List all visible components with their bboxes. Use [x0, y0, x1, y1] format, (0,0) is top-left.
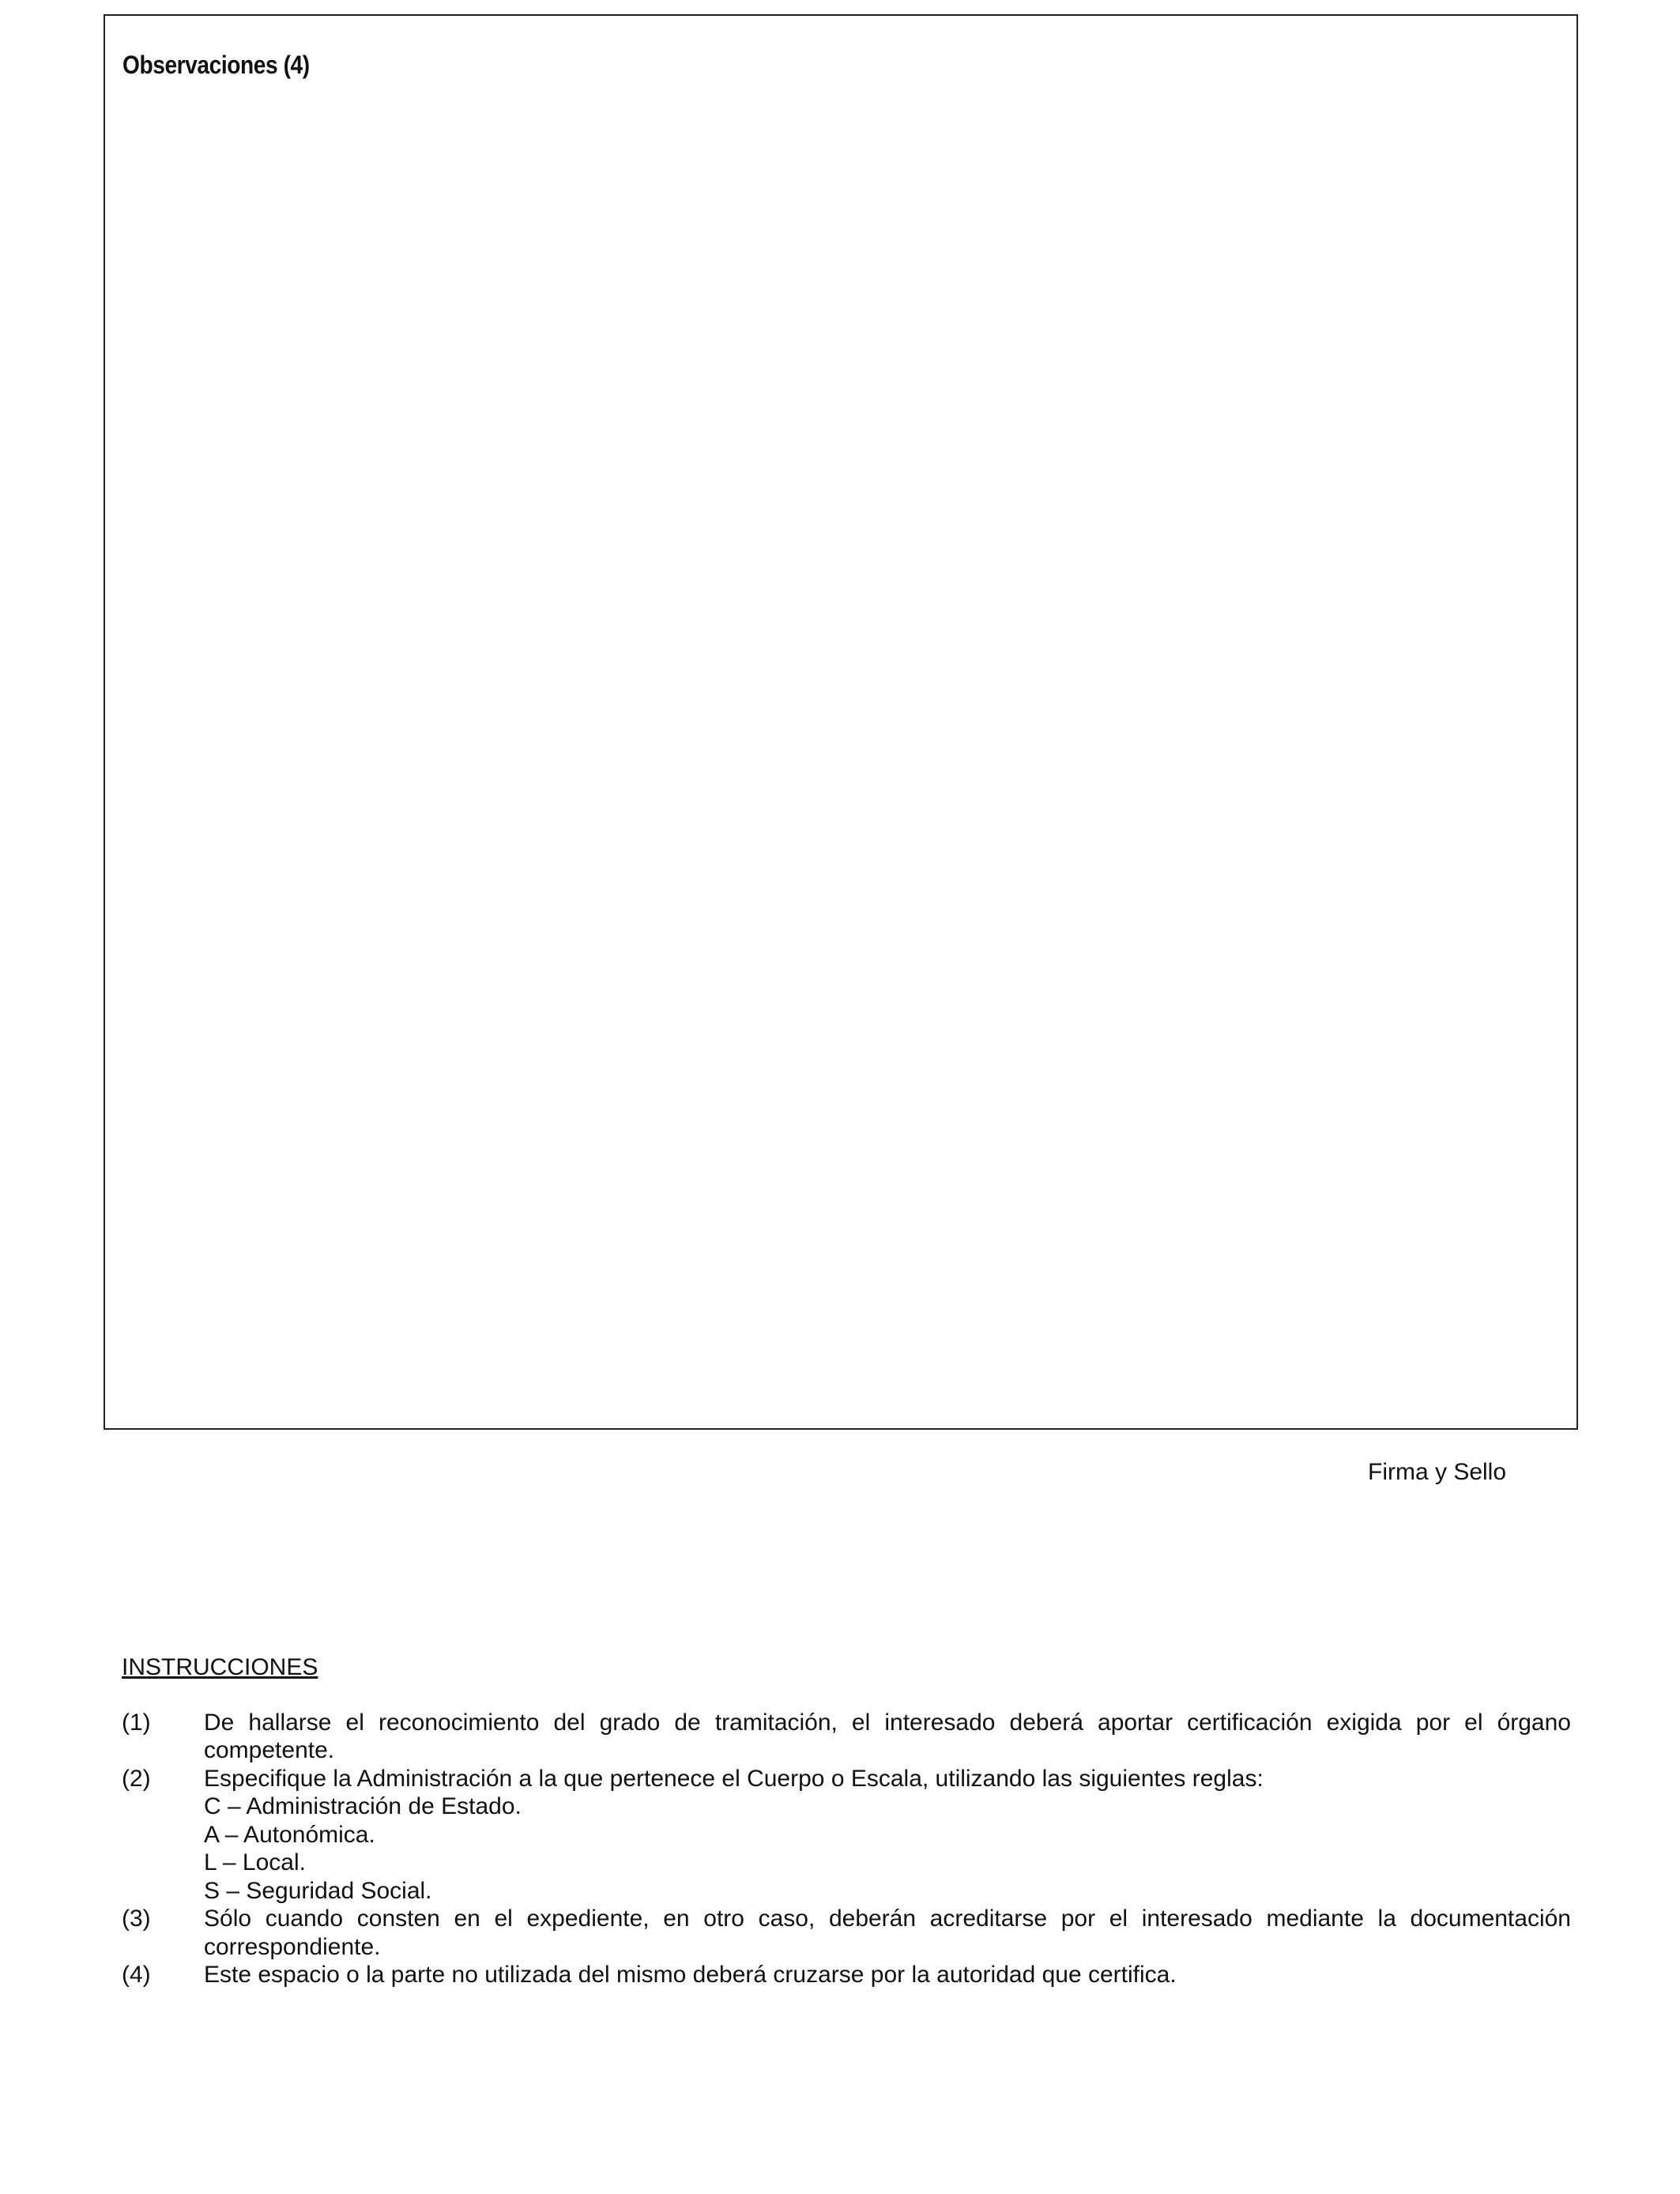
rule-item-l: L – Local.: [204, 1849, 306, 1875]
instructions-heading: INSTRUCCIONES: [122, 1654, 318, 1680]
signature-label: Firma y Sello: [1368, 1459, 1507, 1485]
note-number: (1): [122, 1709, 151, 1736]
note-text: De hallarse el reconocimiento del grado de tramitación, el interesado deberá aportar certificación exigida por el órgano competente.: [204, 1709, 1571, 1763]
rule-item-c: C – Administración de Estado.: [204, 1793, 522, 1819]
rule-item-a: A – Autonómica.: [204, 1821, 375, 1848]
rule-item-s: S – Seguridad Social.: [204, 1877, 432, 1904]
instructions-section: [122, 1653, 1571, 1989]
instruction-note-4: [122, 1961, 1571, 1989]
note-text: Especifique la Administración a la que pertenece el Cuerpo o Escala, utilizando las siguientes reglas:: [204, 1765, 1264, 1792]
note-number: (4): [122, 1962, 151, 1988]
note-number: (3): [122, 1906, 151, 1932]
note-text: Este espacio o la parte no utilizada del mismo deberá cruzarse por la autoridad que certifica.: [204, 1962, 1177, 1988]
note-text: Sólo cuando consten en el expediente, en otro caso, deberán acreditarse por el interesado mediante la documentación correspondiente.: [204, 1906, 1571, 1960]
instruction-note-3: [122, 1905, 1571, 1961]
observations-title: Observaciones (4): [122, 51, 310, 79]
instruction-note-1: [122, 1709, 1571, 1765]
note-number: (2): [122, 1765, 151, 1792]
observations-box: [104, 14, 1578, 1430]
instruction-note-2: [122, 1765, 1571, 1906]
